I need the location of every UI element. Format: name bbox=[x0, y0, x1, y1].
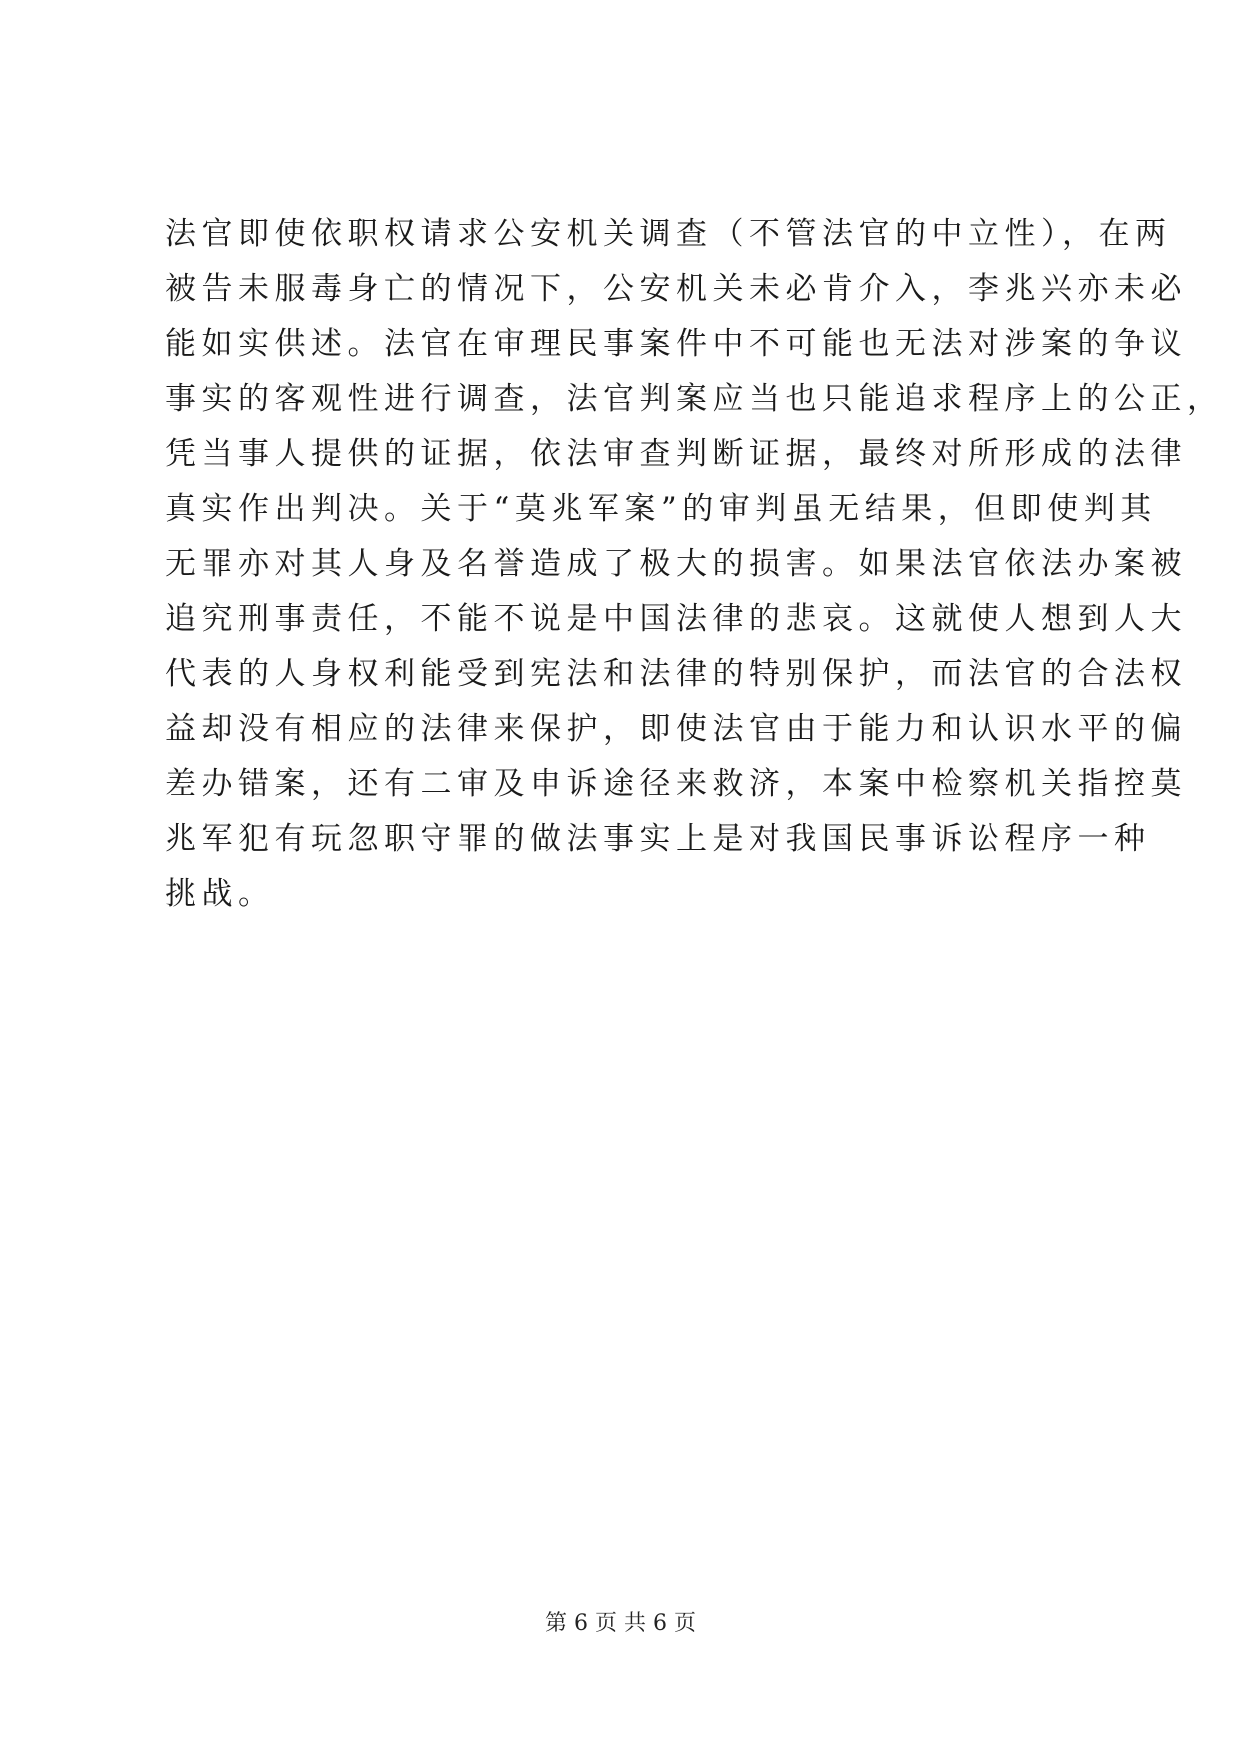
paragraph-line: 无罪亦对其人身及名誉造成了极大的损害。如果法官依法办案被 bbox=[165, 546, 1187, 582]
paragraph-line: 能如实供述。法官在审理民事案件中不可能也无法对涉案的争议 bbox=[165, 326, 1187, 362]
paragraph-line: 代表的人身权利能受到宪法和法律的特别保护，而法官的合法权 bbox=[165, 656, 1187, 692]
paragraph-line: 益却没有相应的法律来保护，即使法官由于能力和认识水平的偏 bbox=[165, 711, 1187, 747]
paragraph-line: 真实作出判决。关于“莫兆军案”的审判虽无结果，但即使判其 bbox=[165, 491, 1157, 527]
paragraph-line: 事实的客观性进行调查，法官判案应当也只能追求程序上的公正， bbox=[165, 381, 1224, 417]
paragraph-line: 凭当事人提供的证据，依法审查判断证据，最终对所形成的法律 bbox=[165, 436, 1187, 472]
paragraph-line: 法官即使依职权请求公安机关调查（不管法官的中立性），在两 bbox=[165, 216, 1172, 252]
body-paragraph bbox=[165, 207, 1224, 922]
paragraph-line: 追究刑事责任，不能不说是中国法律的悲哀。这就使人想到人大 bbox=[165, 601, 1187, 637]
paragraph-line: 被告未服毒身亡的情况下，公安机关未必肯介入，李兆兴亦未必 bbox=[165, 271, 1187, 307]
paragraph-line: 兆军犯有玩忽职守罪的做法事实上是对我国民事诉讼程序一种 bbox=[165, 821, 1151, 857]
page-number-footer: 第 6 页 共 6 页 bbox=[545, 1611, 696, 1636]
paragraph-line: 挑战。 bbox=[165, 876, 275, 912]
paragraph-line: 差办错案，还有二审及申诉途径来救济，本案中检察机关指控莫 bbox=[165, 766, 1187, 802]
